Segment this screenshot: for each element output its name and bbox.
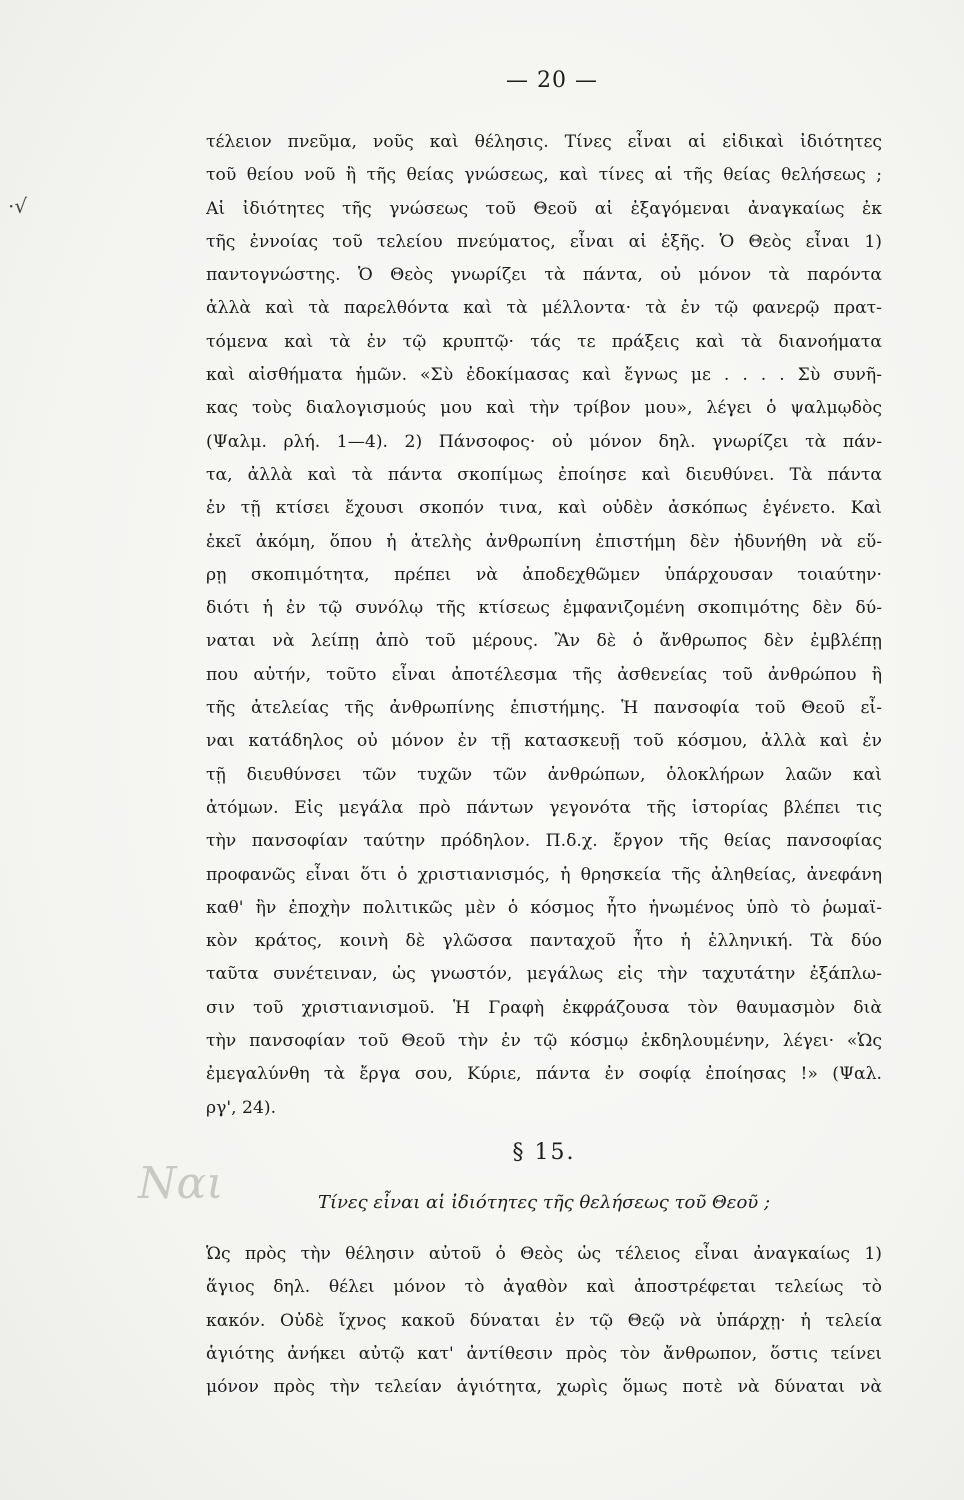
text-line: ἀλλὰ καὶ τὰ παρελθόντα καὶ τὰ μέλλοντα· τὰ ἐν τῷ φανερῷ πρατ- xyxy=(206,298,882,319)
paragraph-knowledge xyxy=(206,126,882,1125)
text-line: ἅγιος δηλ. θέλει μόνον τὸ ἀγαθὸν καὶ ἀποστρέφεται τελείως τὸ xyxy=(206,1277,882,1298)
text-line: ργ', 24). xyxy=(206,1097,277,1118)
text-line: καθ' ἣν ἐποχὴν πολιτικῶς μὲν ὁ κόσμος ἦτο ἡνωμένος ὑπὸ τὸ ῥωμαϊ- xyxy=(206,897,882,918)
section-question: Τίνες εἶναι αἱ ἰδιότητες τῆς θελήσεως τοῦ Θεοῦ ; xyxy=(317,1192,771,1213)
paragraph-will xyxy=(206,1238,882,1404)
text-line: τα, ἀλλὰ καὶ τὰ πάντα σκοπίμως ἐποίησε καὶ διευθύνει. Τὰ πάντα xyxy=(206,464,882,485)
text-line: καὶ αἰσθήματα ἡμῶν. «Σὺ ἐδοκίμασας καὶ ἔγνως με . . . . Σὺ συνῆ- xyxy=(206,365,882,386)
text-line: διότι ἡ ἐν τῷ συνόλῳ τῆς κτίσεως ἐμφανιζομένη σκοπιμότης δὲν δύ- xyxy=(206,598,882,619)
text-line: ἐμεγαλύνθη τὰ ἔργα σου, Κύριε, πάντα ἐν σοφίᾳ ἐποίησας !» (Ψαλ. xyxy=(206,1064,882,1085)
text-line: τόμενα καὶ τὰ ἐν τῷ κρυπτῷ· τάς τε πράξεις καὶ τὰ διανοήματα xyxy=(206,331,882,352)
text-line: ρῃ σκοπιμότητα, πρέπει νὰ ἀποδεχθῶμεν ὑπάρχουσαν τοιαύτην· xyxy=(206,564,882,585)
text-line: προφανῶς εἶναι ὅτι ὁ χριστιανισμός, ἡ θρησκεία τῆς ἀληθείας, ἀνεφάνη xyxy=(206,864,882,885)
text-line: που αὐτήν, τοῦτο εἶναι ἀποτέλεσμα τῆς ἀσθενείας τοῦ ἀνθρώπου ἢ xyxy=(206,664,882,685)
margin-pencil-mark: ·√ xyxy=(8,194,28,218)
text-line: κας τοὺς διαλογισμούς μου καὶ τὴν τρίβον μου», λέγει ὁ ψαλμῳδὸς xyxy=(206,398,882,419)
text-line: τῇ διευθύνσει τῶν τυχῶν τῶν ἀνθρώπων, ὁλοκλήρων λαῶν καὶ xyxy=(206,764,882,785)
text-line: ἐκεῖ ἀκόμη, ὅπου ἡ ἀτελὴς ἀνθρωπίνη ἐπιστήμη δὲν ἠδυνήθη νὰ εὕ- xyxy=(206,531,882,552)
text-line: τὴν πανσοφίαν ταύτην πρόδηλον. Π.δ.χ. ἔργον τῆς θείας πανσοφίας xyxy=(206,831,882,852)
text-line: κακόν. Οὐδὲ ἴχνος κακοῦ δύναται ἐν τῷ Θεῷ νὰ ὑπάρχῃ· ἡ τελεία xyxy=(206,1310,882,1331)
text-line: ἀτόμων. Εἰς μεγάλα πρὸ πάντων γεγονότα τῆς ἱστορίας βλέπει τις xyxy=(206,797,882,818)
text-line: ταῦτα συνέτειναν, ὡς γνωστόν, μεγάλως εἰς τὴν ταχυτάτην ἐξάπλω- xyxy=(206,964,882,985)
text-line: μόνον πρὸς τὴν τελείαν ἁγιότητα, χωρὶς ὅμως ποτὲ νὰ δύναται νὰ xyxy=(206,1377,882,1398)
text-line: ναται νὰ λείπῃ ἀπὸ τοῦ μέρους. Ἂν δὲ ὁ ἄνθρωπος δὲν ἐμβλέπῃ xyxy=(206,631,882,652)
text-line: ἁγιότης ἀνήκει αὐτῷ κατ' ἀντίθεσιν πρὸς τὸν ἄνθρωπον, ὅστις τείνει xyxy=(206,1343,882,1364)
text-line: κὸν κράτος, κοινὴ δὲ γλῶσσα πανταχοῦ ἦτο ἡ ἑλληνική. Τὰ δύο xyxy=(206,931,882,952)
text-line: Αἱ ἰδιότητες τῆς γνώσεως τοῦ Θεοῦ αἱ ἐξαγόμεναι ἀναγκαίως ἐκ xyxy=(206,198,882,219)
text-line: παντογνώστης. Ὁ Θεὸς γνωρίζει τὰ πάντα, οὐ μόνον τὰ παρόντα xyxy=(206,265,882,286)
text-line: τέλειον πνεῦμα, νοῦς καὶ θέλησις. Τίνες εἶναι αἱ εἰδικαὶ ἰδιότητες xyxy=(206,132,882,152)
text-line: τοῦ θείου νοῦ ἢ τῆς θείας γνώσεως, καὶ τίνες αἱ τῆς θείας θελήσεως ; xyxy=(206,165,882,186)
text-line: τὴν πανσοφίαν τοῦ Θεοῦ τὴν ἐν τῷ κόσμῳ ἐκδηλουμένην, λέγει· «Ὡς xyxy=(206,1031,882,1052)
margin-handwritten-note: Ναι xyxy=(138,1158,224,1209)
text-line: ἐν τῇ κτίσει ἔχουσι σκοπόν τινα, καὶ οὐδὲν ἀσκόπως ἐγένετο. Καὶ xyxy=(206,498,882,519)
page-number: — 20 — xyxy=(506,68,598,93)
text-line: τῆς ἐννοίας τοῦ τελείου πνεύματος, εἶναι αἱ ἑξῆς. Ὁ Θεὸς εἶναι 1) xyxy=(206,231,882,252)
text-line: σιν τοῦ χριστιανισμοῦ. Ἡ Γραφὴ ἐκφράζουσα τὸν θαυμασμὸν διὰ xyxy=(206,997,882,1018)
text-line: ναι κατάδηλος οὐ μόνον ἐν τῇ κατασκευῇ τοῦ κόσμου, ἀλλὰ καὶ ἐν xyxy=(206,731,882,752)
section-heading: § 15. xyxy=(512,1140,576,1165)
text-line: τῆς ἀτελείας τῆς ἀνθρωπίνης ἐπιστήμης. Ἡ πανσοφία τοῦ Θεοῦ εἶ- xyxy=(206,698,882,719)
text-line: (Ψαλμ. ρλή. 1—4). 2) Πάνσοφος· οὐ μόνον δηλ. γνωρίζει τὰ πάν- xyxy=(206,431,882,452)
text-line: Ὡς πρὸς τὴν θέλησιν αὐτοῦ ὁ Θεὸς ὡς τέλειος εἶναι ἀναγκαίως 1) xyxy=(206,1244,882,1264)
